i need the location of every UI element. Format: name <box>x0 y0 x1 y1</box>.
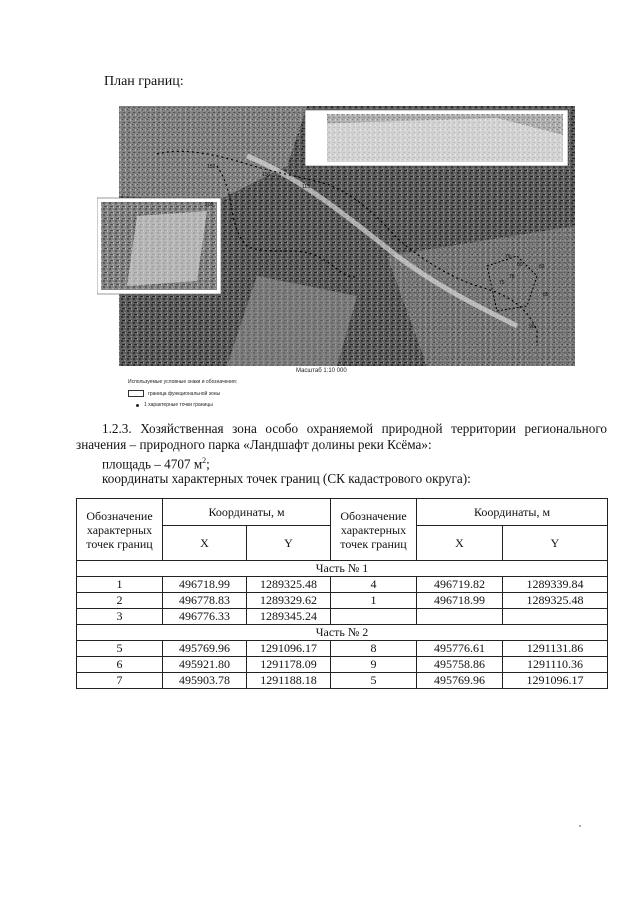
header-x: X <box>163 526 247 561</box>
header-y: Y <box>503 526 608 561</box>
coords-caption: координаты характерных точек границ (СК кадастрового округа): <box>102 471 471 486</box>
part-title-row <box>77 625 608 641</box>
header-coords: Координаты, м <box>163 499 331 526</box>
table-row <box>77 609 608 625</box>
table-cell: 1 <box>331 593 417 609</box>
zone-boundary-icon <box>128 390 144 397</box>
map-point-label: 80 <box>517 262 523 268</box>
table-cell: 2 <box>77 593 163 609</box>
table-cell: 1291096.17 <box>503 673 608 689</box>
section-heading-line2: значения – природного парка «Ландшафт долины реки Ксёма»: <box>76 437 432 452</box>
table-cell: 495758.86 <box>417 657 503 673</box>
area-line: площадь – 4707 $м^2$; <box>102 456 210 472</box>
map-point-label: 90 <box>529 324 535 330</box>
table-cell: 7 <box>77 673 163 689</box>
table-cell: 496718.99 <box>163 577 247 593</box>
header-point: Обозначение характерных точек границ <box>331 499 417 561</box>
part-title-row <box>77 561 608 577</box>
table-cell: 3 <box>77 609 163 625</box>
table-row <box>77 657 608 673</box>
table-row <box>77 577 608 593</box>
legend-title: Используемые условные знаки и обозначения: <box>128 379 238 385</box>
map-point-label: 75 <box>499 280 505 286</box>
table-cell: 8 <box>331 641 417 657</box>
table-cell: 5 <box>331 673 417 689</box>
table-cell: 1291178.09 <box>247 657 331 673</box>
map-point-label: 85 <box>543 292 549 298</box>
table-cell: 1291188.18 <box>247 673 331 689</box>
table-cell: 496778.83 <box>163 593 247 609</box>
map-legend <box>128 379 237 408</box>
map-point-label: 150 <box>262 172 271 178</box>
table-cell: 4 <box>331 577 417 593</box>
plan-title: План границ: <box>104 74 184 89</box>
table-cell: 496719.82 <box>417 577 503 593</box>
map-point-label: 78 <box>509 274 515 280</box>
table-cell: 1291110.36 <box>503 657 608 673</box>
boundary-point-icon <box>136 404 139 407</box>
table-cell: 9 <box>331 657 417 673</box>
part-title: Часть № 2 <box>77 625 608 641</box>
table-row <box>77 641 608 657</box>
boundary-map <box>97 106 575 366</box>
section-heading-line1: 1.2.3. Хозяйственная зона особо охраняемой природной территории регионального <box>102 421 607 436</box>
table-cell: 5 <box>77 641 163 657</box>
table-cell: 1289325.48 <box>503 593 608 609</box>
table-cell: 6 <box>77 657 163 673</box>
table-cell: 1291096.17 <box>247 641 331 657</box>
table-cell: 1 <box>77 577 163 593</box>
table-cell: 495903.78 <box>163 673 247 689</box>
table-cell: 496776.33 <box>163 609 247 625</box>
map-point-label: 113 <box>302 184 310 190</box>
table-cell: 496718.99 <box>417 593 503 609</box>
scan-speck <box>579 825 581 827</box>
table-cell <box>417 609 503 625</box>
table-row <box>77 673 608 689</box>
table-cell: 1289325.48 <box>247 577 331 593</box>
header-x: X <box>417 526 503 561</box>
header-y: Y <box>247 526 331 561</box>
table-cell: 495776.61 <box>417 641 503 657</box>
legend-item: граница функциональной зоны <box>128 390 237 397</box>
table-cell <box>503 609 608 625</box>
table-cell: 1289345.24 <box>247 609 331 625</box>
map-point-label: 82 <box>539 264 545 270</box>
table-cell: 495921.80 <box>163 657 247 673</box>
map-point-label: 208 <box>205 202 214 208</box>
table-cell: 495769.96 <box>417 673 503 689</box>
coordinates-table <box>76 498 608 689</box>
legend-item: 1 характерные точки границы <box>128 402 237 408</box>
table-cell: 1289339.84 <box>503 577 608 593</box>
map-point-label: 152 <box>207 164 216 170</box>
map-scale: Масштаб 1:10 000 <box>296 368 347 374</box>
table-cell <box>331 609 417 625</box>
header-coords: Координаты, м <box>417 499 608 526</box>
header-point: Обозначение характерных точек границ <box>77 499 163 561</box>
table-cell: 1289329.62 <box>247 593 331 609</box>
part-title: Часть № 1 <box>77 561 608 577</box>
table-cell: 495769.96 <box>163 641 247 657</box>
table-cell: 1291131.86 <box>503 641 608 657</box>
table-row <box>77 593 608 609</box>
map-point-label: 79 <box>505 254 511 260</box>
